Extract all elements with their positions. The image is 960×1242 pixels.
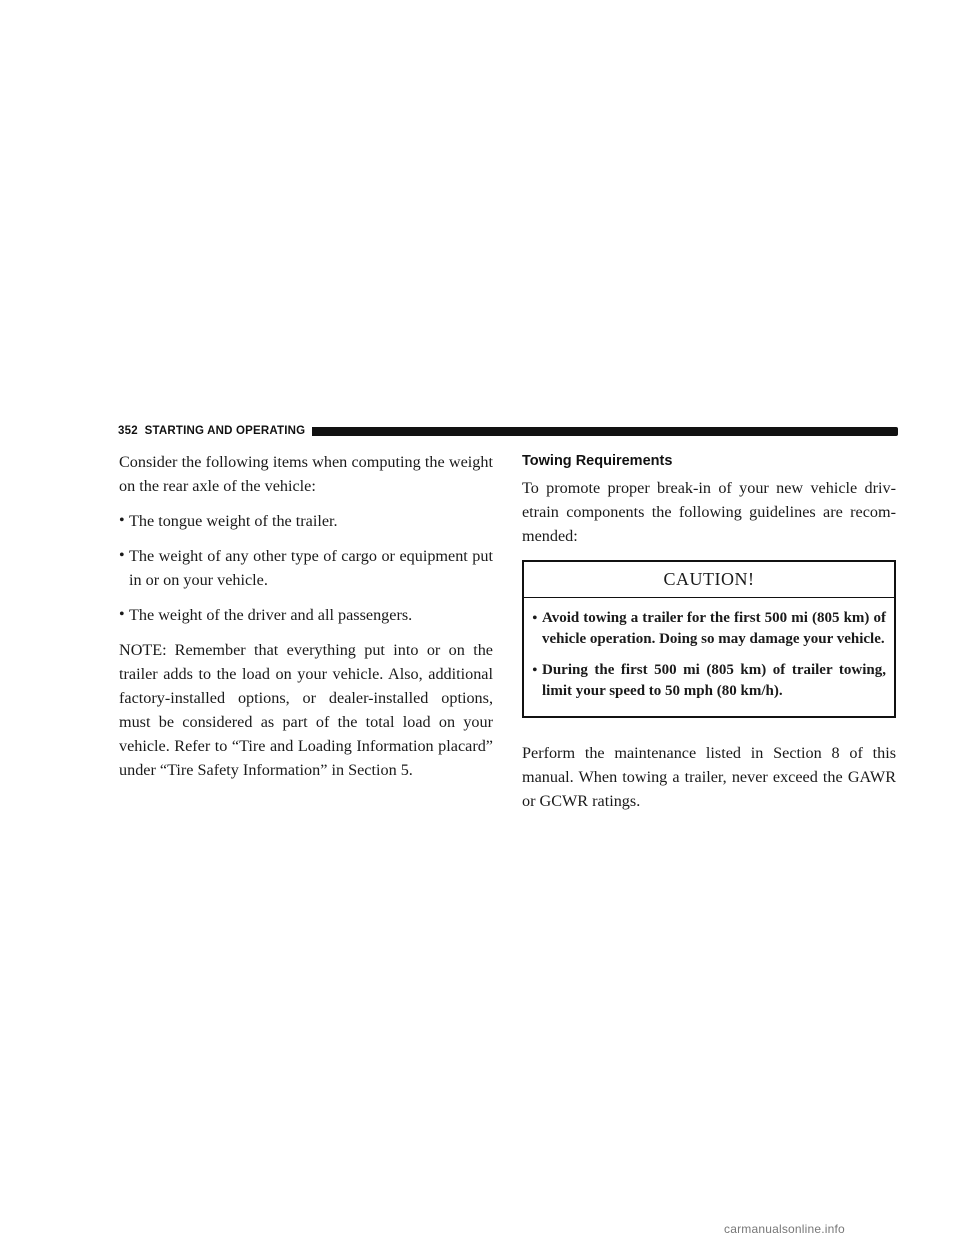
page-number: 352 bbox=[118, 425, 138, 437]
intro-paragraph: Consider the following items when computing the weight on the rear axle of the vehicle: bbox=[119, 453, 493, 495]
right-column bbox=[522, 450, 896, 824]
caution-item-text: Avoid towing a trailer for the first 500 mi (805 km) of vehicle operation. Doing so may damage your vehicle. bbox=[542, 610, 886, 647]
list-item bbox=[119, 544, 493, 592]
caution-item bbox=[532, 660, 886, 702]
caution-body bbox=[524, 598, 894, 716]
section-title: STARTING AND OPERATING bbox=[144, 425, 306, 437]
bullet-icon: • bbox=[532, 662, 538, 679]
left-column bbox=[119, 450, 493, 793]
note-label: NOTE: bbox=[119, 641, 167, 659]
towing-intro: To promote proper break-in of your new vehicle driv- etrain components the following guidelines are recom- mended: bbox=[522, 479, 896, 545]
header-rule bbox=[312, 427, 898, 436]
page-header bbox=[118, 423, 898, 439]
list-item-text: The weight of any other type of cargo or equipment put in or on your vehicle. bbox=[129, 547, 493, 589]
caution-title: CAUTION! bbox=[524, 562, 894, 598]
closing-paragraph: Perform the maintenance listed in Section 8 of this manual. When towing a trailer, never exceed the GAWR or GCWR ratings. bbox=[522, 744, 896, 810]
bullet-icon: • bbox=[119, 547, 125, 564]
list-item bbox=[119, 603, 493, 627]
note-text: Remember that everything put into or on the trailer adds to the load on your vehicle. Also, additional factory-installed options, or dealer-installed options, must be considered as part of the total load on your vehicle. Refer to “Tire and Loading Information placard” under “Tire Safety Information” in Section 5. bbox=[119, 641, 493, 779]
list-item bbox=[119, 509, 493, 533]
list-item-text: The tongue weight of the trailer. bbox=[129, 512, 338, 530]
caution-item bbox=[532, 608, 886, 650]
bullet-icon: • bbox=[119, 512, 125, 529]
list-item-text: The weight of the driver and all passengers. bbox=[129, 606, 413, 624]
note-paragraph bbox=[119, 638, 493, 782]
bullet-icon: • bbox=[532, 610, 538, 627]
caution-item-text: During the first 500 mi (805 km) of trailer towing, limit your speed to 50 mph (80 km/h). bbox=[542, 662, 886, 699]
bullet-icon: • bbox=[119, 606, 125, 623]
section-heading: Towing Requirements bbox=[522, 453, 673, 469]
watermark: carmanualsonline.info bbox=[724, 1222, 845, 1236]
page-number-and-section bbox=[118, 425, 305, 437]
caution-box bbox=[522, 560, 896, 718]
